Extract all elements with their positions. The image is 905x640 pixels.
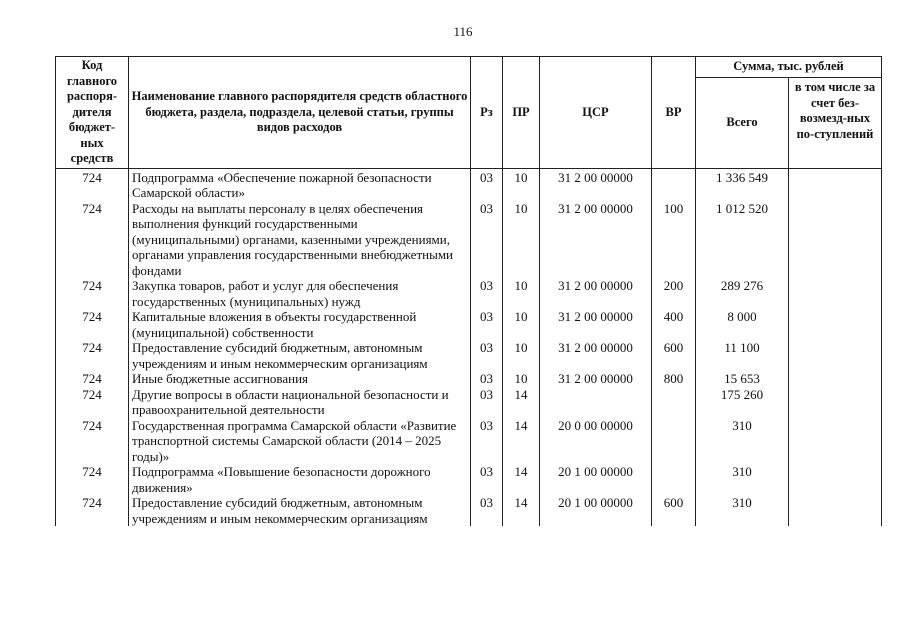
cell-total: 11 100 (696, 340, 789, 371)
header-including: в том числе за счет без-возмезд-ных по-ступлений (789, 78, 882, 169)
header-vr: ВР (652, 57, 696, 169)
cell-vr: 600 (652, 495, 696, 526)
cell-code: 724 (56, 464, 129, 495)
cell-name: Другие вопросы в области национальной безопасности и правоохранительной деятельности (129, 387, 471, 418)
cell-csr: 31 2 00 00000 (540, 168, 652, 201)
cell-name: Подпрограмма «Обеспечение пожарной безопасности Самарской области» (129, 168, 471, 201)
cell-rz: 03 (471, 278, 503, 309)
cell-vr (652, 418, 696, 465)
header-rz: Рз (471, 57, 503, 169)
table-row (56, 168, 882, 201)
cell-pr: 14 (503, 495, 540, 526)
cell-vr (652, 387, 696, 418)
table-row (56, 340, 882, 371)
table-row (56, 371, 882, 387)
cell-total: 310 (696, 495, 789, 526)
cell-rz: 03 (471, 418, 503, 465)
cell-including (789, 309, 882, 340)
table-row (56, 464, 882, 495)
cell-rz: 03 (471, 309, 503, 340)
cell-total: 1 336 549 (696, 168, 789, 201)
cell-csr (540, 387, 652, 418)
cell-rz: 03 (471, 495, 503, 526)
cell-rz: 03 (471, 168, 503, 201)
cell-csr: 20 1 00 00000 (540, 495, 652, 526)
cell-pr: 10 (503, 201, 540, 279)
cell-pr: 14 (503, 464, 540, 495)
cell-pr: 10 (503, 371, 540, 387)
cell-total: 310 (696, 464, 789, 495)
cell-vr: 200 (652, 278, 696, 309)
cell-total: 175 260 (696, 387, 789, 418)
cell-name: Предоставление субсидий бюджетным, автономным учреждениям и иным некоммерческим организациям (129, 495, 471, 526)
cell-pr: 10 (503, 278, 540, 309)
header-pr: ПР (503, 57, 540, 169)
cell-pr: 10 (503, 309, 540, 340)
header-name: Наименование главного распорядителя средств областного бюджета, раздела, подраздела, целевой статьи, группы видов расходов (129, 57, 471, 169)
cell-csr: 20 0 00 00000 (540, 418, 652, 465)
cell-total: 289 276 (696, 278, 789, 309)
table-row (56, 495, 882, 526)
cell-including (789, 418, 882, 465)
cell-code: 724 (56, 168, 129, 201)
cell-including (789, 371, 882, 387)
cell-name: Иные бюджетные ассигнования (129, 371, 471, 387)
cell-including (789, 340, 882, 371)
cell-total: 8 000 (696, 309, 789, 340)
header-sum-group: Сумма, тыс. рублей (696, 57, 882, 78)
cell-vr: 600 (652, 340, 696, 371)
cell-name: Государственная программа Самарской области «Развитие транспортной системы Самарской области (2014 – 2025 годы)» (129, 418, 471, 465)
cell-csr: 20 1 00 00000 (540, 464, 652, 495)
cell-name: Предоставление субсидий бюджетным, автономным учреждениям и иным некоммерческим организациям (129, 340, 471, 371)
header-total: Всего (696, 78, 789, 169)
header-csr: ЦСР (540, 57, 652, 169)
cell-vr (652, 168, 696, 201)
cell-rz: 03 (471, 464, 503, 495)
cell-code: 724 (56, 340, 129, 371)
cell-total: 310 (696, 418, 789, 465)
cell-name: Закупка товаров, работ и услуг для обеспечения государственных (муниципальных) нужд (129, 278, 471, 309)
cell-csr: 31 2 00 00000 (540, 340, 652, 371)
cell-total: 1 012 520 (696, 201, 789, 279)
cell-code: 724 (56, 278, 129, 309)
cell-csr: 31 2 00 00000 (540, 309, 652, 340)
cell-including (789, 495, 882, 526)
cell-name: Капитальные вложения в объекты государственной (муниципальной) собственности (129, 309, 471, 340)
cell-code: 724 (56, 495, 129, 526)
cell-rz: 03 (471, 340, 503, 371)
table-row (56, 418, 882, 465)
table-row (56, 309, 882, 340)
cell-name: Расходы на выплаты персоналу в целях обеспечения выполнения функций государственными (муниципальными) органами, казенными учреждениями, органами управления государственными внебюджетными фондами (129, 201, 471, 279)
cell-code: 724 (56, 418, 129, 465)
cell-csr: 31 2 00 00000 (540, 278, 652, 309)
cell-total: 15 653 (696, 371, 789, 387)
table-body (56, 168, 882, 526)
cell-name: Подпрограмма «Повышение безопасности дорожного движения» (129, 464, 471, 495)
cell-rz: 03 (471, 201, 503, 279)
cell-vr: 800 (652, 371, 696, 387)
header-code: Код главного распоря-дителя бюджет-ных средств (56, 57, 129, 169)
cell-including (789, 464, 882, 495)
cell-including (789, 387, 882, 418)
cell-vr: 100 (652, 201, 696, 279)
cell-vr: 400 (652, 309, 696, 340)
cell-including (789, 168, 882, 201)
table-row (56, 387, 882, 418)
table-header (56, 57, 882, 169)
cell-pr: 10 (503, 168, 540, 201)
table-row (56, 201, 882, 279)
cell-code: 724 (56, 387, 129, 418)
cell-code: 724 (56, 371, 129, 387)
cell-vr (652, 464, 696, 495)
cell-csr: 31 2 00 00000 (540, 201, 652, 279)
cell-pr: 14 (503, 387, 540, 418)
table-row (56, 278, 882, 309)
page-number: 116 (453, 24, 473, 39)
cell-csr: 31 2 00 00000 (540, 371, 652, 387)
cell-rz: 03 (471, 371, 503, 387)
cell-code: 724 (56, 309, 129, 340)
cell-code: 724 (56, 201, 129, 279)
cell-including (789, 278, 882, 309)
cell-rz: 03 (471, 387, 503, 418)
cell-pr: 10 (503, 340, 540, 371)
budget-table (55, 56, 882, 526)
cell-including (789, 201, 882, 279)
cell-pr: 14 (503, 418, 540, 465)
